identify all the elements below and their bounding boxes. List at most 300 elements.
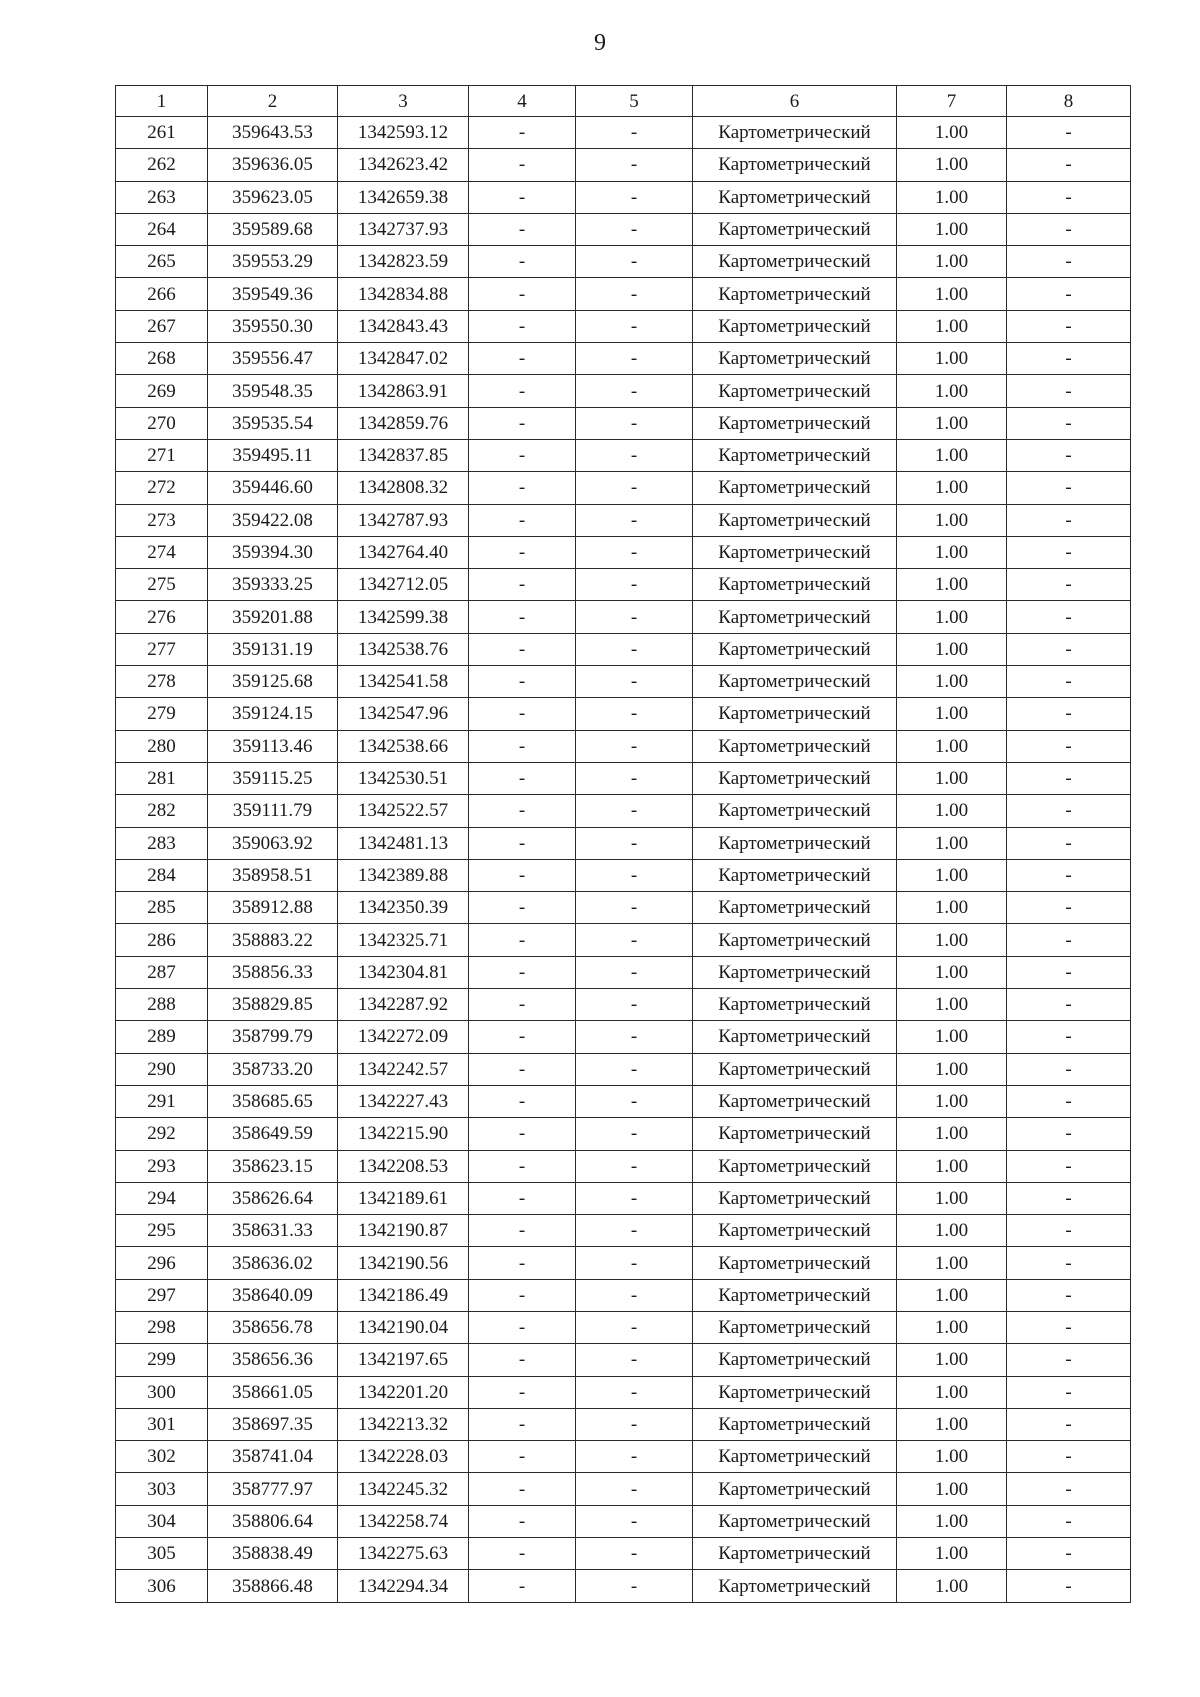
table-cell: - (576, 407, 693, 439)
table-cell: 1342201.20 (338, 1376, 469, 1408)
table-row (116, 1150, 1131, 1182)
table-cell: 1.00 (897, 827, 1007, 859)
table-cell: 1.00 (897, 1182, 1007, 1214)
table-cell: - (469, 1441, 576, 1473)
table-row (116, 1473, 1131, 1505)
table-cell: Картометрический (693, 1570, 897, 1602)
table-cell: 1342847.02 (338, 343, 469, 375)
table-cell: 1.00 (897, 407, 1007, 439)
table-cell: - (469, 1182, 576, 1214)
table-cell: - (469, 439, 576, 471)
table-cell: 271 (116, 439, 208, 471)
table-cell: 306 (116, 1570, 208, 1602)
table-cell: 358856.33 (208, 956, 338, 988)
table-cell: 298 (116, 1311, 208, 1343)
table-row (116, 666, 1131, 698)
table-cell: 1.00 (897, 795, 1007, 827)
table-cell: - (1007, 407, 1131, 439)
table-cell: 1.00 (897, 181, 1007, 213)
table-cell: - (469, 762, 576, 794)
table-cell: 358631.33 (208, 1215, 338, 1247)
table-cell: 286 (116, 924, 208, 956)
table-cell: - (469, 1053, 576, 1085)
table-row (116, 1570, 1131, 1602)
table-cell: 358623.15 (208, 1150, 338, 1182)
table-cell: 1.00 (897, 1118, 1007, 1150)
table-cell: Картометрический (693, 536, 897, 568)
table-cell: 1342227.43 (338, 1085, 469, 1117)
column-header: 4 (469, 86, 576, 117)
table-cell: 1.00 (897, 343, 1007, 375)
table-cell: 1342837.85 (338, 439, 469, 471)
table-cell: - (576, 246, 693, 278)
table-row (116, 1118, 1131, 1150)
table-cell: 1.00 (897, 1473, 1007, 1505)
table-cell: 1342245.32 (338, 1473, 469, 1505)
table-cell: 358656.78 (208, 1311, 338, 1343)
table-cell: 359125.68 (208, 666, 338, 698)
table-cell: 1342659.38 (338, 181, 469, 213)
table-cell: 1.00 (897, 1247, 1007, 1279)
table-cell: - (469, 310, 576, 342)
table-cell: - (576, 504, 693, 536)
table-cell: 289 (116, 1021, 208, 1053)
table-cell: - (469, 343, 576, 375)
table-cell: 1.00 (897, 956, 1007, 988)
table-cell: Картометрический (693, 892, 897, 924)
table-cell: 1.00 (897, 1150, 1007, 1182)
table-cell: - (469, 924, 576, 956)
table-cell: - (469, 956, 576, 988)
table-cell: - (469, 181, 576, 213)
table-cell: - (576, 1538, 693, 1570)
table-cell: - (1007, 666, 1131, 698)
table-cell: 1342287.92 (338, 989, 469, 1021)
table-cell: Картометрический (693, 343, 897, 375)
table-cell: 277 (116, 633, 208, 665)
table-cell: - (469, 1570, 576, 1602)
table-cell: - (1007, 278, 1131, 310)
table-cell: - (469, 149, 576, 181)
table-cell: 1342389.88 (338, 859, 469, 891)
table-cell: Картометрический (693, 246, 897, 278)
table-row (116, 1505, 1131, 1537)
table-cell: - (469, 569, 576, 601)
table-cell: - (576, 149, 693, 181)
table-row (116, 343, 1131, 375)
table-cell: 1.00 (897, 762, 1007, 794)
table-cell: - (576, 892, 693, 924)
table-cell: - (469, 407, 576, 439)
table-cell: 359636.05 (208, 149, 338, 181)
table-cell: - (469, 1118, 576, 1150)
table-cell: - (1007, 1538, 1131, 1570)
table-cell: 1342190.87 (338, 1215, 469, 1247)
table-cell: 1.00 (897, 666, 1007, 698)
table-cell: - (1007, 181, 1131, 213)
table-row (116, 181, 1131, 213)
table-row (116, 439, 1131, 471)
table-cell: 265 (116, 246, 208, 278)
table-cell: 292 (116, 1118, 208, 1150)
column-header: 8 (1007, 86, 1131, 117)
table-cell: 1342228.03 (338, 1441, 469, 1473)
table-cell: - (576, 1505, 693, 1537)
column-header: 2 (208, 86, 338, 117)
table-cell: 358883.22 (208, 924, 338, 956)
table-cell: 1342258.74 (338, 1505, 469, 1537)
table-cell: 1.00 (897, 1053, 1007, 1085)
table-cell: 359131.19 (208, 633, 338, 665)
table-cell: 359422.08 (208, 504, 338, 536)
table-cell: 1342197.65 (338, 1344, 469, 1376)
table-cell: 358958.51 (208, 859, 338, 891)
table-cell: 1342538.76 (338, 633, 469, 665)
table-cell: - (1007, 343, 1131, 375)
table-cell: 358636.02 (208, 1247, 338, 1279)
table-cell: Картометрический (693, 1441, 897, 1473)
table-cell: 1.00 (897, 1538, 1007, 1570)
table-row (116, 1053, 1131, 1085)
table-cell: - (576, 1053, 693, 1085)
table-cell: 1342808.32 (338, 472, 469, 504)
table-cell: - (1007, 504, 1131, 536)
table-cell: 359623.05 (208, 181, 338, 213)
table-cell: - (1007, 762, 1131, 794)
table-row (116, 1182, 1131, 1214)
table-cell: Картометрический (693, 1085, 897, 1117)
table-cell: 263 (116, 181, 208, 213)
table-cell: - (1007, 1215, 1131, 1247)
table-cell: 1342242.57 (338, 1053, 469, 1085)
table-cell: - (576, 1118, 693, 1150)
table-row (116, 117, 1131, 149)
table-cell: - (1007, 827, 1131, 859)
table-cell: 1342481.13 (338, 827, 469, 859)
table-cell: - (469, 1215, 576, 1247)
table-cell: 1.00 (897, 1344, 1007, 1376)
table-cell: - (469, 859, 576, 891)
table-cell: - (469, 246, 576, 278)
table-cell: 278 (116, 666, 208, 698)
table-row (116, 827, 1131, 859)
table-cell: 359553.29 (208, 246, 338, 278)
table-cell: - (576, 310, 693, 342)
table-cell: 1342304.81 (338, 956, 469, 988)
table-cell: Картометрический (693, 666, 897, 698)
table-cell: - (1007, 795, 1131, 827)
table-cell: - (576, 1150, 693, 1182)
table-cell: 275 (116, 569, 208, 601)
table-cell: - (1007, 1053, 1131, 1085)
table-cell: 1.00 (897, 536, 1007, 568)
table-cell: 358626.64 (208, 1182, 338, 1214)
table-cell: 276 (116, 601, 208, 633)
table-cell: - (576, 278, 693, 310)
table-cell: 262 (116, 149, 208, 181)
table-cell: - (576, 1441, 693, 1473)
table-cell: - (576, 213, 693, 245)
table-cell: 358829.85 (208, 989, 338, 1021)
table-cell: - (1007, 117, 1131, 149)
table-row (116, 989, 1131, 1021)
coordinates-table (115, 85, 1131, 1603)
table-row (116, 536, 1131, 568)
table-cell: Картометрический (693, 795, 897, 827)
table-row (116, 569, 1131, 601)
table-cell: 1342190.04 (338, 1311, 469, 1343)
table-cell: - (1007, 439, 1131, 471)
table-cell: - (469, 1344, 576, 1376)
table-cell: 359589.68 (208, 213, 338, 245)
table-cell: - (576, 956, 693, 988)
table-cell: 285 (116, 892, 208, 924)
table-cell: 1.00 (897, 989, 1007, 1021)
table-cell: 267 (116, 310, 208, 342)
table-cell: - (576, 536, 693, 568)
table-cell: 1.00 (897, 924, 1007, 956)
table-cell: - (576, 472, 693, 504)
table-cell: Картометрический (693, 956, 897, 988)
table-cell: Картометрический (693, 181, 897, 213)
page-number: 9 (594, 30, 606, 56)
table-cell: 1342541.58 (338, 666, 469, 698)
table-cell: Картометрический (693, 1408, 897, 1440)
table-cell: 1.00 (897, 569, 1007, 601)
table-row (116, 1408, 1131, 1440)
table-cell: Картометрический (693, 1215, 897, 1247)
table-cell: Картометрический (693, 1150, 897, 1182)
table-cell: - (576, 924, 693, 956)
table-cell: 268 (116, 343, 208, 375)
table-cell: 287 (116, 956, 208, 988)
table-cell: - (576, 343, 693, 375)
table-cell: - (1007, 730, 1131, 762)
table-cell: - (469, 1279, 576, 1311)
table-row (116, 278, 1131, 310)
table-cell: 269 (116, 375, 208, 407)
table-cell: Картометрический (693, 601, 897, 633)
table-cell: Картометрический (693, 472, 897, 504)
table-cell: - (576, 1182, 693, 1214)
table-cell: - (1007, 989, 1131, 1021)
table-cell: - (576, 1473, 693, 1505)
table-row (116, 924, 1131, 956)
table-cell: Картометрический (693, 1538, 897, 1570)
table-cell: 1342538.66 (338, 730, 469, 762)
table-cell: Картометрический (693, 375, 897, 407)
table-cell: - (1007, 1247, 1131, 1279)
column-header: 1 (116, 86, 208, 117)
table-cell: - (469, 730, 576, 762)
table-row (116, 1279, 1131, 1311)
table-cell: - (1007, 1344, 1131, 1376)
table-cell: Картометрический (693, 278, 897, 310)
table-cell: Картометрический (693, 762, 897, 794)
table-cell: 1342712.05 (338, 569, 469, 601)
table-cell: 261 (116, 117, 208, 149)
table-cell: 1342275.63 (338, 1538, 469, 1570)
table-cell: - (469, 892, 576, 924)
table-cell: Картометрический (693, 1473, 897, 1505)
table-row (116, 1538, 1131, 1570)
table-cell: - (1007, 1473, 1131, 1505)
table-cell: 1342189.61 (338, 1182, 469, 1214)
table-cell: Картометрический (693, 730, 897, 762)
table-cell: 1342859.76 (338, 407, 469, 439)
table-cell: - (576, 1570, 693, 1602)
table-body (116, 117, 1131, 1603)
table-cell: - (576, 1408, 693, 1440)
table-cell: 299 (116, 1344, 208, 1376)
table-cell: 358806.64 (208, 1505, 338, 1537)
table-cell: 1.00 (897, 1441, 1007, 1473)
table-cell: Картометрический (693, 989, 897, 1021)
table-cell: 1342522.57 (338, 795, 469, 827)
table-cell: 305 (116, 1538, 208, 1570)
table-cell: 1.00 (897, 698, 1007, 730)
table-cell: 359535.54 (208, 407, 338, 439)
table-cell: Картометрический (693, 1053, 897, 1085)
table-cell: 303 (116, 1473, 208, 1505)
table-cell: - (1007, 601, 1131, 633)
table-cell: - (576, 569, 693, 601)
table-cell: - (1007, 536, 1131, 568)
table-cell: Картометрический (693, 1118, 897, 1150)
table-cell: 358685.65 (208, 1085, 338, 1117)
table-cell: - (469, 1311, 576, 1343)
table-cell: 359446.60 (208, 472, 338, 504)
table-cell: - (1007, 892, 1131, 924)
table-cell: 282 (116, 795, 208, 827)
table-cell: 358912.88 (208, 892, 338, 924)
table-cell: - (1007, 1182, 1131, 1214)
table-cell: 274 (116, 536, 208, 568)
table-cell: - (469, 827, 576, 859)
table-cell: 1342547.96 (338, 698, 469, 730)
table-cell: 1.00 (897, 504, 1007, 536)
table-cell: - (1007, 1118, 1131, 1150)
table-cell: - (469, 1408, 576, 1440)
table-cell: 1.00 (897, 1085, 1007, 1117)
table-cell: Картометрический (693, 827, 897, 859)
table-cell: Картометрический (693, 1311, 897, 1343)
table-row (116, 213, 1131, 245)
table-cell: 359063.92 (208, 827, 338, 859)
table-cell: 359549.36 (208, 278, 338, 310)
table-cell: - (576, 1085, 693, 1117)
table-cell: - (1007, 246, 1131, 278)
table-cell: - (1007, 859, 1131, 891)
table-cell: 302 (116, 1441, 208, 1473)
table-cell: - (576, 666, 693, 698)
table-cell: - (576, 1215, 693, 1247)
table-cell: Картометрический (693, 149, 897, 181)
table-cell: 1.00 (897, 278, 1007, 310)
table-cell: - (1007, 698, 1131, 730)
table-cell: - (576, 181, 693, 213)
table-row (116, 375, 1131, 407)
table-cell: - (576, 730, 693, 762)
table-cell: - (469, 504, 576, 536)
table-cell: 359201.88 (208, 601, 338, 633)
table-cell: 1342272.09 (338, 1021, 469, 1053)
table-cell: - (576, 1279, 693, 1311)
table-cell: - (1007, 924, 1131, 956)
table-row (116, 1247, 1131, 1279)
table-cell: 1342530.51 (338, 762, 469, 794)
table-cell: - (1007, 1150, 1131, 1182)
table-cell: - (576, 989, 693, 1021)
table-row (116, 1376, 1131, 1408)
table-row (116, 246, 1131, 278)
table-cell: Картометрический (693, 1182, 897, 1214)
table-cell: - (1007, 1570, 1131, 1602)
table-cell: - (469, 536, 576, 568)
table-cell: 358649.59 (208, 1118, 338, 1150)
table-cell: - (576, 1247, 693, 1279)
table-cell: - (469, 1376, 576, 1408)
table-cell: 297 (116, 1279, 208, 1311)
table-cell: 281 (116, 762, 208, 794)
table-cell: 1.00 (897, 1279, 1007, 1311)
table-cell: 358733.20 (208, 1053, 338, 1085)
table-cell: Картометрический (693, 504, 897, 536)
table-row (116, 1215, 1131, 1247)
table-cell: 300 (116, 1376, 208, 1408)
table-cell: 290 (116, 1053, 208, 1085)
table-cell: 359394.30 (208, 536, 338, 568)
table-row (116, 698, 1131, 730)
table-cell: 1.00 (897, 1376, 1007, 1408)
table-cell: - (1007, 213, 1131, 245)
table-cell: 1.00 (897, 1311, 1007, 1343)
table-cell: - (576, 601, 693, 633)
table-cell: 359111.79 (208, 795, 338, 827)
table-row (116, 633, 1131, 665)
table-cell: - (576, 375, 693, 407)
table-cell: 304 (116, 1505, 208, 1537)
table-cell: 1.00 (897, 1215, 1007, 1247)
table-cell: 1342213.32 (338, 1408, 469, 1440)
table-cell: Картометрический (693, 924, 897, 956)
table-cell: 359124.15 (208, 698, 338, 730)
table-cell: Картометрический (693, 310, 897, 342)
table-cell: 358741.04 (208, 1441, 338, 1473)
table-cell: 1.00 (897, 375, 1007, 407)
table-cell: - (1007, 569, 1131, 601)
table-cell: 291 (116, 1085, 208, 1117)
table-cell: 1342325.71 (338, 924, 469, 956)
table-cell: Картометрический (693, 859, 897, 891)
table-row (116, 730, 1131, 762)
table-row (116, 1085, 1131, 1117)
table-cell: Картометрический (693, 1344, 897, 1376)
table-cell: 358656.36 (208, 1344, 338, 1376)
table-cell: Картометрический (693, 1376, 897, 1408)
column-header: 7 (897, 86, 1007, 117)
table-cell: - (576, 859, 693, 891)
table-cell: 1.00 (897, 1505, 1007, 1537)
table-cell: 1.00 (897, 730, 1007, 762)
table-cell: - (469, 666, 576, 698)
table-cell: 1.00 (897, 859, 1007, 891)
table-cell: 1.00 (897, 246, 1007, 278)
table-cell: 272 (116, 472, 208, 504)
table-cell: 1.00 (897, 439, 1007, 471)
table-cell: 1342623.42 (338, 149, 469, 181)
table-cell: - (469, 601, 576, 633)
